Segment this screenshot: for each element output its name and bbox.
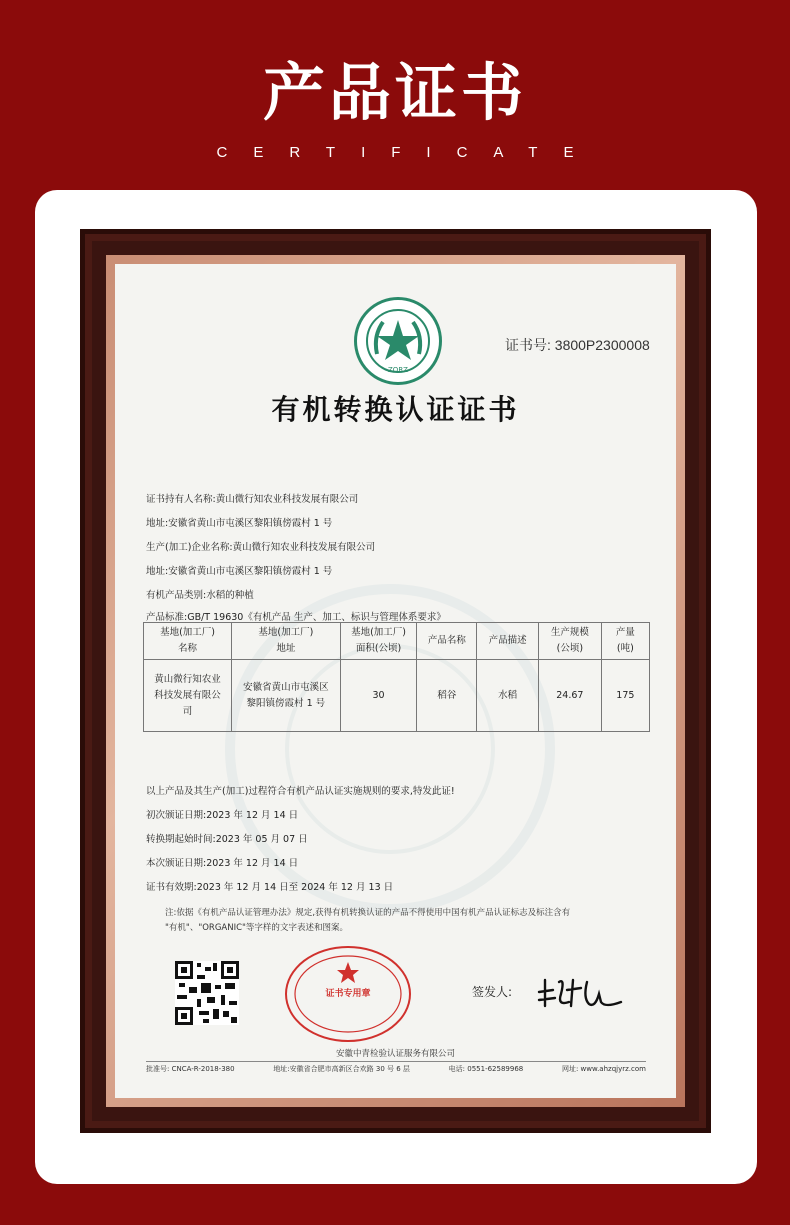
- field-label: 产品标准:: [146, 612, 188, 623]
- table-header-cell: 基地(加工厂) 名称: [144, 623, 232, 660]
- note-line: "有机"、"ORGANIC"等字样的文字表述和图案。: [165, 923, 348, 933]
- page-title: 产品证书: [262, 56, 527, 129]
- field-value: 安徽省黄山市屯溪区黎阳镇傍霞村 1 号: [168, 566, 333, 577]
- date-validity: 证书有效期:2023 年 12 月 14 日至 2024 年 12 月 13 日: [146, 882, 394, 893]
- page-subtitle: CERTIFICATE: [216, 144, 600, 161]
- certification-scope-table: [143, 622, 650, 732]
- cell-output: 175: [601, 660, 649, 732]
- logo-star-icon: [363, 306, 433, 376]
- issuer-phone: 电话: 0551-62589968: [448, 1065, 524, 1073]
- logo-text: ZQRZ: [388, 366, 408, 374]
- handwritten-signature: [535, 972, 625, 1016]
- field-product-category: [146, 590, 254, 602]
- date-current-issue: 本次颁证日期:2023 年 12 月 14 日: [146, 858, 299, 869]
- certifier-logo-icon: [354, 297, 442, 385]
- table-header-cell: 产品描述: [477, 623, 539, 660]
- table-header-cell: 产品名称: [417, 623, 477, 660]
- field-holder-name: [146, 494, 358, 506]
- qr-code-icon: [175, 961, 239, 1025]
- certificate-paper: [115, 264, 676, 1098]
- field-holder-address: [146, 518, 332, 530]
- table-header-cell: 产量 (吨): [601, 623, 649, 660]
- field-label: 证书持有人名称:: [146, 494, 216, 505]
- picture-frame: [80, 229, 711, 1133]
- cert-no-value: 3800P2300008: [554, 337, 650, 353]
- field-value: 安徽省黄山市屯溪区黎阳镇傍霞村 1 号: [168, 518, 333, 529]
- field-value: 水稻的种植: [206, 590, 254, 601]
- note-line: 注:依据《有机产品认证管理办法》规定,获得有机转换认证的产品不得使用中国有机产品认证标志及标注含有: [165, 908, 571, 918]
- issuer-website: 网址: www.ahzqjyrz.com: [561, 1065, 646, 1073]
- certificate-note: [165, 906, 620, 936]
- date-conversion-start: 转换期起始时间:2023 年 05 月 07 日: [146, 834, 308, 845]
- table-header-cell: 基地(加工厂) 面积(公顷): [340, 623, 417, 660]
- cell-base-name: 黄山微行知农业 科技发展有限公 司: [144, 660, 232, 732]
- cell-product-desc: 水稻: [477, 660, 539, 732]
- field-label: 生产(加工)企业名称:: [146, 542, 233, 553]
- footer-divider: [146, 1061, 646, 1062]
- certificate-number: [505, 335, 650, 355]
- approval-number: 批准号: CNCA-R-2018-380: [146, 1065, 235, 1073]
- field-label: 地址:: [146, 518, 169, 529]
- certificate-footer: [146, 1064, 646, 1074]
- date-first-issue: 初次颁证日期:2023 年 12 月 14 日: [146, 810, 299, 821]
- field-producer-name: [146, 542, 375, 554]
- table-header-cell: 基地(加工厂) 地址: [232, 623, 341, 660]
- field-producer-address: [146, 566, 332, 578]
- field-label: 有机产品类别:: [146, 590, 207, 601]
- official-seal-icon: [285, 946, 411, 1042]
- seal-label: 证书专用章: [325, 989, 371, 999]
- cell-base-address: 安徽省黄山市屯溪区 黎阳镇傍霞村 1 号: [232, 660, 341, 732]
- certificate-title: 有机转换认证证书: [271, 393, 520, 426]
- cert-no-label: 证书号:: [505, 337, 551, 353]
- cell-base-area: 30: [340, 660, 417, 732]
- signer-label: 签发人:: [472, 985, 513, 999]
- cell-scale: 24.67: [538, 660, 601, 732]
- field-value: GB/T 19630《有机产品 生产、加工、标识与管理体系要求》: [187, 612, 446, 623]
- table-header-row: [144, 623, 650, 660]
- field-label: 地址:: [146, 566, 169, 577]
- table-header-cell: 生产规模 (公顷): [538, 623, 601, 660]
- table-row: [144, 660, 650, 732]
- field-value: 黄山微行知农业科技发展有限公司: [232, 542, 376, 553]
- issuer-address: 地址:安徽省合肥市高新区合欢路 30 号 6 层: [273, 1065, 410, 1073]
- issuing-body: 安徽中青检验认证服务有限公司: [335, 1049, 455, 1059]
- field-value: 黄山微行知农业科技发展有限公司: [215, 494, 359, 505]
- compliance-statement: 以上产品及其生产(加工)过程符合有机产品认证实施规则的要求,特发此证!: [146, 786, 455, 797]
- cell-product-name: 稻谷: [417, 660, 477, 732]
